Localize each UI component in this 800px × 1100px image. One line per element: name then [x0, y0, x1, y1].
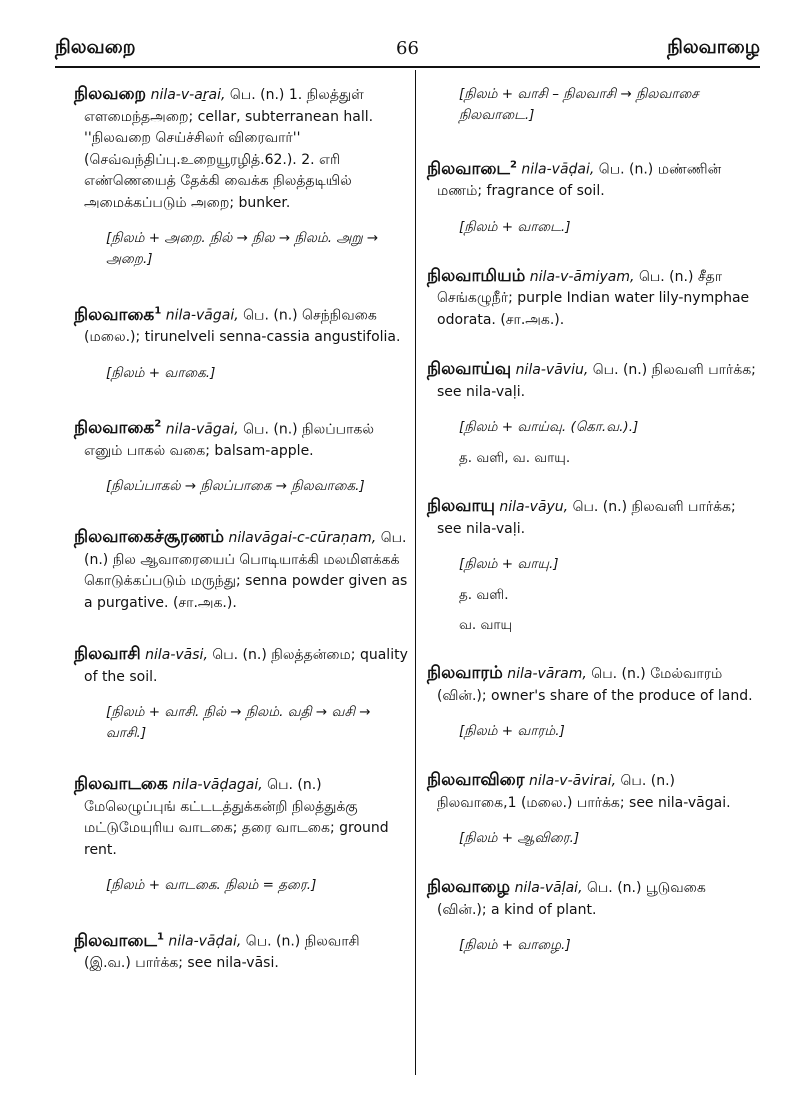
- entry-headword: நிலவாமியம்: [427, 265, 526, 286]
- entry-definition: [74, 84, 409, 214]
- header-right-guide-word: நிலவாழை: [667, 36, 760, 58]
- left-column: [74, 84, 409, 1005]
- entry-headword: நிலவாடை$^1$: [74, 930, 164, 951]
- entry-transliteration: nila-vāḍai,: [168, 933, 242, 950]
- entry-headword: நிலவாவிரை: [427, 770, 525, 791]
- entry-transliteration: nila-vāḍagai,: [172, 777, 263, 794]
- page-number: 66: [396, 38, 419, 59]
- entry-definition: [427, 496, 757, 540]
- entry-body: பெ. (n.) சீதா செங்கழுநீர்; purple Indian water lily-nymphae odorata. (சா.அக.).: [437, 268, 750, 328]
- entry-transliteration: nila-v-aṟai,: [150, 87, 226, 103]
- entry-body: பெ. (n.) மண்ணின் மணம்; fragrance of soil.: [437, 161, 722, 200]
- entry-definition: [74, 414, 409, 463]
- entry-definition: [74, 774, 409, 861]
- homonym-number: 1: [154, 305, 162, 316]
- entry-definition: [427, 770, 757, 814]
- dictionary-entry: [427, 496, 757, 635]
- entry-etymology: [நிலம் + வாழை.]: [459, 937, 571, 954]
- entry-headword: நிலவாழை: [427, 877, 511, 898]
- entry-transliteration: nila-vāsi,: [145, 647, 208, 664]
- entry-etymology: [நிலம் + வாய்வு. (கொ.வ.).]: [459, 419, 639, 436]
- entry-body: பெ. (n.) நிலவளி பார்க்க; see nila-vaḷi.: [437, 362, 756, 400]
- dictionary-entry: [427, 770, 757, 849]
- entry-cognate: த. வளி.: [459, 587, 509, 604]
- dictionary-entry: [74, 644, 409, 744]
- entry-headword: நிலவாடகை: [74, 774, 168, 795]
- entry-definition: [74, 926, 409, 975]
- entry-definition: [427, 266, 757, 332]
- entry-body: பெ. (n.) நில ஆவாரையைப் பொடியாக்கி மலமிளக்கக் கொடுக்கப்படும் மருந்து; senna powder given as a purgative. (சா.அக.).: [84, 530, 408, 611]
- entry-transliteration: nila-v-āmiyam,: [529, 268, 635, 285]
- dictionary-entry: [427, 154, 757, 238]
- column-divider: [415, 70, 416, 1075]
- entry-transliteration: nila-vāḷai,: [514, 880, 583, 897]
- entry-definition: [74, 527, 409, 614]
- entry-etymology: [நிலம் + வாடகை. நிலம் = தரை.]: [106, 877, 317, 894]
- entry-definition: [427, 663, 757, 707]
- entry-transliteration: nila-vāgai,: [165, 421, 239, 438]
- dictionary-entry: [74, 774, 409, 896]
- entry-etymology: [நிலம் + வாசி – நிலவாசி → நிலவாசை நிலவாடை.]: [459, 86, 699, 123]
- dictionary-entry: [74, 300, 409, 384]
- dictionary-entry: [74, 926, 409, 975]
- entry-cognate: த. வளி, வ. வாயு.: [459, 450, 571, 467]
- entry-definition: [74, 644, 409, 688]
- entry-definition: [74, 300, 409, 349]
- entry-headword: நிலவறை: [74, 84, 147, 104]
- homonym-number: 1: [156, 931, 164, 943]
- entry-headword: நிலவாகை$^2$: [74, 418, 162, 439]
- entry-transliteration: nila-v-āvirai,: [529, 773, 617, 790]
- entry-headword: நிலவாசி: [74, 644, 141, 665]
- dictionary-entry: [427, 266, 757, 332]
- entry-headword: நிலவாடை$^2$: [427, 158, 517, 179]
- entry-body: பெ. (n.) நிலவாகை,1 (மலை.) பார்க்க; see nila-vāgai.: [437, 773, 731, 811]
- entry-etymology: [நிலம் + வாயு.]: [459, 556, 559, 573]
- homonym-number: 2: [509, 159, 517, 170]
- entry-body: பெ. (n.) பூடுவகை (வின்.); a kind of plant.: [437, 880, 706, 918]
- entry-headword: நிலவாரம்: [427, 663, 503, 684]
- dictionary-entry: [74, 414, 409, 498]
- entry-etymology: [நிலம் + வாசி. நில் → நிலம். வதி → வசி → வாசி.]: [106, 704, 371, 742]
- entry-transliteration: nila-vāviu,: [515, 362, 589, 379]
- page-header: [55, 36, 760, 66]
- entry-body: பெ. (n.) நிலப்பாகல் எனும் பாகல் வகை; balsam-apple.: [84, 421, 374, 459]
- entry-headword: நிலவாகை$^1$: [74, 304, 162, 325]
- entry-transliteration: nila-vāram,: [507, 666, 587, 683]
- entry-headword: நிலவாயு: [427, 496, 495, 517]
- entry-body: பெ. (n.) 1. நிலத்துள் எளமைந்தஅறை; cellar, subterranean hall. ''நிலவறை செய்ச்சிலர் விரைவார்'' (செவ்வந்திப்பு.உறையூரழித்.62.). 2. எரி எண்ணெயைத் தேக்கி வைக்க நிலத்தடியில் அமைக்கப்படும் அறை; bunker.: [84, 87, 374, 211]
- homonym-number: 2: [154, 418, 162, 430]
- entry-body: பெ. (n.) மேலெழுப்புங் கட்டடத்துக்கன்றி நிலத்துக்கு மட்டுமேயுரிய வாடகை; தரை வாடகை; ground rent.: [84, 777, 389, 858]
- entry-etymology: [நிலம் + வாடை.]: [459, 218, 571, 235]
- entry-etymology: [நிலம் + ஆவிரை.]: [459, 830, 580, 847]
- dictionary-entry: [427, 877, 757, 956]
- entry-headword: நிலவாய்வு: [427, 359, 512, 380]
- entry-etymology: [நிலப்பாகல் → நிலப்பாகை → நிலவாகை.]: [106, 478, 365, 495]
- entry-definition: [427, 154, 757, 203]
- entry-body: பெ. (n.) மேல்வாரம் (வின்.); owner's share of the produce of land.: [437, 666, 753, 704]
- dictionary-entry: [427, 84, 757, 126]
- entry-body: பெ. (n.) நிலத்தன்மை; quality of the soil.: [84, 647, 408, 685]
- entry-transliteration: nila-vāgai,: [165, 307, 239, 324]
- entry-definition: [427, 877, 757, 921]
- entry-transliteration: nila-vāyu,: [499, 499, 569, 516]
- entry-transliteration: nilavāgai-c-cūraṇam,: [228, 530, 377, 547]
- dictionary-entry: [427, 359, 757, 468]
- entry-definition: [427, 359, 757, 403]
- entry-body: பெ. (n.) நிலவளி பார்க்க; see nila-vaḷi.: [437, 499, 736, 537]
- right-column: [427, 84, 757, 984]
- entry-transliteration: nila-vāḍai,: [521, 161, 595, 178]
- header-left-guide-word: நிலவறை: [55, 36, 136, 58]
- dictionary-entry: [427, 663, 757, 742]
- entry-etymology: [நிலம் + அறை. நில் → நில → நிலம். அறு → அறை.]: [106, 230, 379, 267]
- header-rule: [55, 66, 760, 68]
- entry-headword: நிலவாகைச்சூரணம்: [74, 527, 225, 548]
- entry-cognate: வ. வாயு: [459, 617, 513, 634]
- entry-etymology: [நிலம் + வாரம்.]: [459, 723, 565, 740]
- entry-body: பெ. (n.) செந்நிவகை (மலை.); tirunelveli senna-cassia angustifolia.: [84, 307, 401, 346]
- dictionary-entry: [74, 84, 409, 270]
- dictionary-entry: [74, 527, 409, 614]
- entry-etymology: [நிலம் + வாகை.]: [106, 364, 216, 381]
- entry-body: பெ. (n.) நிலவாசி (இ.வ.) பார்க்க; see nila-vāsi.: [84, 933, 360, 972]
